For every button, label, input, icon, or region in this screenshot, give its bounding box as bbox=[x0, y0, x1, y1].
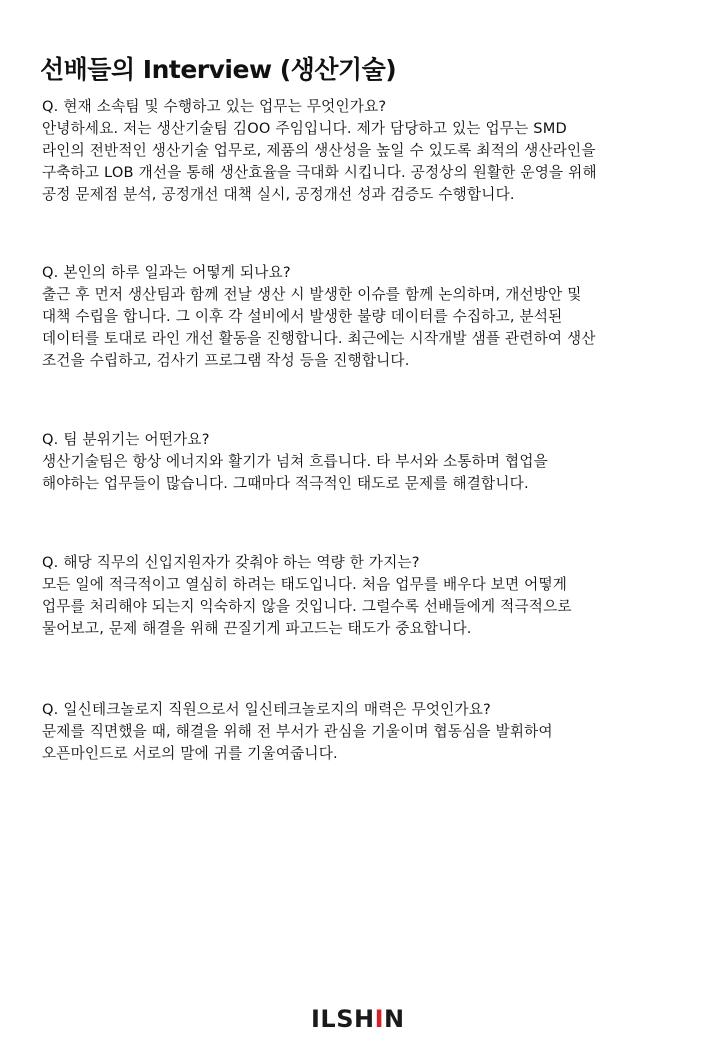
answer-line: 안녕하세요. 저는 생산기술팀 김OO 주임입니다. 제가 담당하고 있는 업무는 SMD bbox=[42, 120, 567, 137]
answer-line: 업무를 처리해야 되는지 익숙하지 않을 것입니다. 그럴수록 선배들에게 적극적으로 bbox=[42, 598, 572, 615]
logo-text-end: N bbox=[384, 1005, 405, 1033]
interview-qa-company-appeal bbox=[42, 699, 682, 765]
answer-line: 모든 일에 적극적이고 열심히 하려는 태도입니다. 처음 업무를 배우다 보면 어떻게 bbox=[42, 576, 568, 593]
answer-line: 데이터를 토대로 라인 개선 활동을 진행합니다. 최근에는 시작개발 샘플 관련하여 생산 bbox=[42, 330, 596, 347]
logo-text-main: ILSH bbox=[311, 1005, 375, 1033]
question: Q. 팀 분위기는 어떤가요? bbox=[42, 431, 210, 448]
answer-line: 문제를 직면했을 때, 해결을 위해 전 부서가 관심을 기울이며 협동심을 발휘하여 bbox=[42, 723, 553, 740]
question: Q. 일신테크놀로지 직원으로서 일신테크놀로지의 매력은 무엇인가요? bbox=[42, 701, 492, 718]
logo-text-accent: I bbox=[374, 1005, 385, 1033]
ilshin-logo bbox=[311, 1006, 409, 1032]
answer-line: 해야하는 업무들이 많습니다. 그때마다 적극적인 태도로 문제를 해결합니다. bbox=[42, 475, 529, 492]
question: Q. 본인의 하루 일과는 어떻게 되나요? bbox=[42, 264, 291, 281]
answer-line: 대책 수립을 합니다. 그 이후 각 설비에서 발생한 불량 데이터를 수집하고, 분석된 bbox=[42, 308, 563, 325]
interview-qa-required-competency bbox=[42, 552, 682, 640]
answer-line: 구축하고 LOB 개선을 통해 생산효율을 극대화 시킵니다. 공정상의 원활한 운영을 위해 bbox=[42, 164, 597, 181]
page-title: 선배들의 Interview (생산기술) bbox=[40, 55, 397, 84]
answer-line: 오픈마인드로 서로의 말에 귀를 기울여줍니다. bbox=[42, 745, 338, 762]
interview-qa-team-atmosphere bbox=[42, 429, 682, 495]
answer-line: 공정 문제점 분석, 공정개선 대책 실시, 공정개선 성과 검증도 수행합니다. bbox=[42, 186, 515, 203]
answer-line: 조건을 수립하고, 검사기 프로그램 작성 등을 진행합니다. bbox=[42, 352, 410, 369]
question: Q. 현재 소속팀 및 수행하고 있는 업무는 무엇인가요? bbox=[42, 98, 387, 115]
interview-qa-daily-routine bbox=[42, 262, 682, 372]
answer-line: 생산기술팀은 항상 에너지와 활기가 넘쳐 흐릅니다. 타 부서와 소통하며 협업을 bbox=[42, 453, 548, 470]
interview-qa-current-team bbox=[42, 96, 682, 206]
question: Q. 해당 직무의 신입지원자가 갖춰야 하는 역량 한 가지는? bbox=[42, 554, 420, 571]
answer-line: 출근 후 먼저 생산팀과 함께 전날 생산 시 발생한 이슈를 함께 논의하며, 개선방안 및 bbox=[42, 286, 582, 303]
answer-line: 라인의 전반적인 생산기술 업무로, 제품의 생산성을 높일 수 있도록 최적의 생산라인을 bbox=[42, 142, 596, 159]
answer-line: 물어보고, 문제 해결을 위해 끈질기게 파고드는 태도가 중요합니다. bbox=[42, 620, 472, 637]
